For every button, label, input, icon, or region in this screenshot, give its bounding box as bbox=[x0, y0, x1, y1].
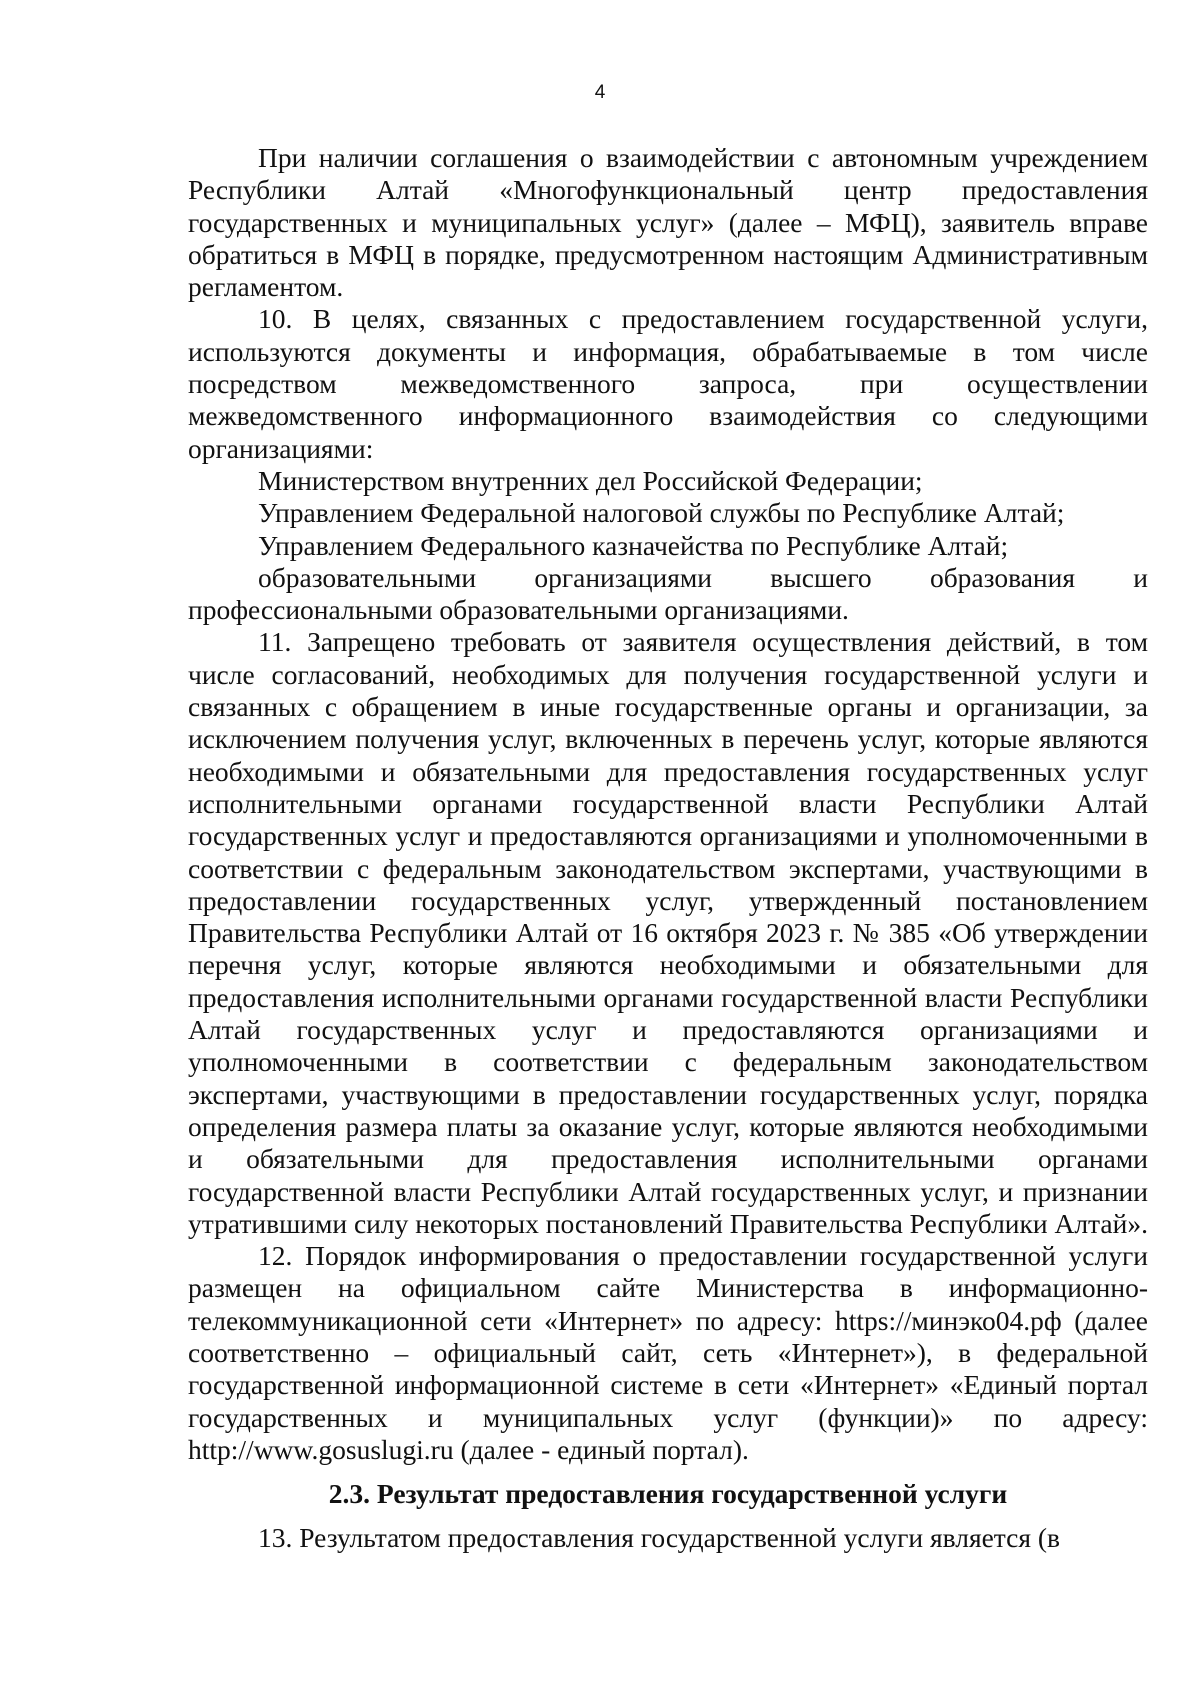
list-item-education: образовательными организациями высшего образования и профессиональными образовательными организациями. bbox=[188, 561, 1148, 626]
paragraph-10: 10. В целях, связанных с предоставлением государственной услуги, используются документы и информация, обрабатываемые в том числе посредством межведомственного запроса, при осуществлении межведомственного информационного взаимодействия со следующими организациями: bbox=[188, 303, 1148, 464]
section-heading-2-3: 2.3. Результат предоставления государственной услуги bbox=[328, 1478, 1008, 1510]
paragraph-12: 12. Порядок информирования о предоставлении государственной услуги размещен на официальном сайте Министерства в информационно-телекоммуникационной сети «Интернет» по адресу: https://минэко04.рф (далее соответственно – официальный сайт, сеть «Интернет»), в федеральной государственной информационной системе в сети «Интернет» «Единый портал государственных и муниципальных услуг (функции)» по адресу: http://www.gosuslugi.ru (далее - единый портал). bbox=[188, 1240, 1148, 1465]
paragraph-mfc: При наличии соглашения о взаимодействии с автономным учреждением Республики Алтай «Многофункциональный центр предоставления государственных и муниципальных услуг» (далее – МФЦ), заявитель вправе обратиться в МФЦ в порядке, предусмотренном настоящим Административным регламентом. bbox=[188, 142, 1148, 303]
paragraph-11: 11. Запрещено требовать от заявителя осуществления действий, в том числе согласований, необходимых для получения государственной услуги и связанных с обращением в иные государственные органы и организации, за исключением получения услуг, включенных в перечень услуг, которые являются необходимыми и обязательными для предоставления государственных услуг исполнительными органами государственной власти Республики Алтай государственных услуг и предоставляются организациями и уполномоченными в соответствии с федеральным законодательством экспертами, участвующими в предоставлении государственных услуг, утвержденный постановлением Правительства Республики Алтай от 16 октября 2023 г. № 385 «Об утверждении перечня услуг, которые являются необходимыми и обязательными для предоставления исполнительными органами государственной власти Республики Алтай государственных услуг и предоставляются организациями и уполномоченными в соответствии с федеральным законодательством экспертами, участвующими в предоставлении государственных услуг, порядка определения размера платы за оказание услуг, которые являются необходимыми и обязательными для предоставления исполнительными органами государственной власти Республики Алтай государственных услуг, и признании утратившими силу некоторых постановлений Правительства Республики Алтай». bbox=[188, 626, 1148, 1239]
list-item-treasury: Управлением Федерального казначейства по Республике Алтай; bbox=[258, 529, 1009, 561]
list-item-mvd: Министерством внутренних дел Российской Федерации; bbox=[258, 464, 923, 496]
list-item-fns: Управлением Федеральной налоговой службы по Республике Алтай; bbox=[258, 497, 1065, 529]
document-body bbox=[188, 142, 1148, 1555]
paragraph-13: 13. Результатом предоставления государственной услуги является (в bbox=[258, 1522, 1061, 1554]
page-number: 4 bbox=[594, 82, 606, 103]
